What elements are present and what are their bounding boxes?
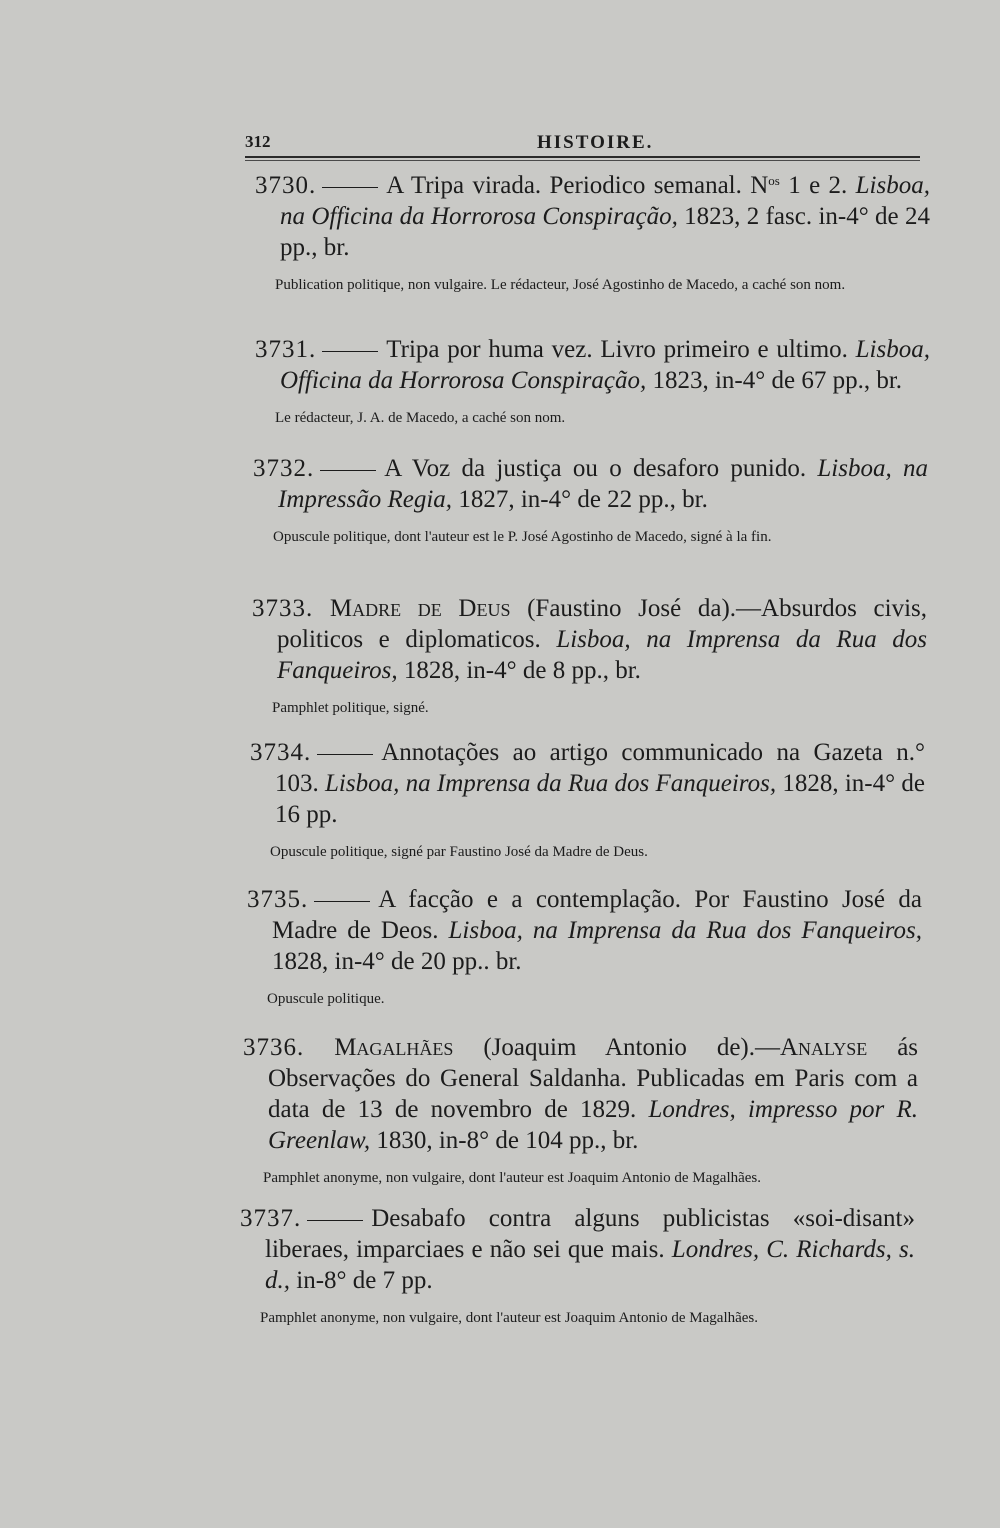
entry-details: in-8° de 7 pp.	[290, 1267, 433, 1294]
ditto-dash	[314, 901, 370, 902]
entry-title: Annotações ao artigo communicado na Gazeta n.° 103.	[275, 739, 925, 797]
running-title: HISTOIRE.	[537, 132, 654, 153]
entry-author-rest: (Joaquim Antonio de).—	[453, 1034, 780, 1061]
entry-place: Lisboa, na Impressão Regia,	[278, 455, 928, 513]
entry-3735	[247, 884, 922, 1009]
entry-author-rest: (Faustino José da).—	[510, 595, 762, 622]
entry-number: 3736.	[243, 1034, 305, 1061]
entry-details: 1828, in-4° de 8 pp., br.	[397, 657, 641, 684]
ditto-dash	[307, 1220, 363, 1221]
entry-3736	[243, 1032, 918, 1188]
entry-author: Magalhães	[334, 1034, 454, 1061]
entry-title-smallcaps: Analyse	[780, 1034, 868, 1061]
entry-text	[255, 170, 930, 263]
entry-number: 3737.	[240, 1205, 302, 1232]
entry-title: A facção e a contemplação. Por Faustino José da Madre de Deos.	[272, 886, 922, 944]
entry-3731	[255, 334, 930, 428]
entry-note: Pamphlet anonyme, non vulgaire, dont l'auteur est Joaquim Antonio de Magalhães.	[263, 1170, 762, 1186]
page-header	[245, 128, 920, 156]
entry-place: Lisboa, na Officina da Horrorosa Conspiração,	[280, 172, 930, 230]
entry-number: 3733.	[252, 595, 314, 622]
entry-3734	[250, 737, 925, 862]
entry-place: Lisboa, Officina da Horrorosa Conspiração,	[280, 336, 930, 394]
entry-place: Londres, impresso por R. Greenlaw,	[268, 1096, 919, 1154]
entry-details: 1823, in-4° de 67 pp., br.	[646, 367, 903, 394]
entry-number: 3732.	[253, 455, 315, 482]
entry-title: A Voz da justiça ou o desaforo punido.	[384, 455, 818, 482]
entry-details: 1828, in-4° de 20 pp.. br.	[272, 948, 522, 975]
ditto-dash	[320, 470, 376, 471]
entry-place: Londres, C. Richards, s. d.,	[265, 1236, 916, 1294]
entry-text	[240, 1203, 915, 1296]
entry-number: 3735.	[247, 886, 309, 913]
entry-note: Opuscule politique, signé par Faustino José da Madre de Deus.	[270, 844, 648, 860]
page-number: 312	[245, 132, 271, 151]
entry-title: A Tripa virada. Periodico semanal. N	[386, 172, 769, 199]
entry-number: 3730.	[255, 172, 317, 199]
entry-details: 1828, in-4° de 16 pp.	[275, 770, 925, 828]
entry-text	[253, 453, 928, 515]
entry-details: 1830, in-8° de 104 pp., br.	[370, 1127, 639, 1154]
entry-text	[250, 737, 925, 830]
entry-title: ás Observações do General Saldanha. Publicadas em Paris com a data de 13 de novembro de 1829.	[268, 1034, 919, 1123]
entry-note: Opuscule politique, dont l'auteur est le P. José Agostinho de Macedo, signé à la fin.	[273, 529, 772, 545]
entry-title: Desabafo contra alguns publicistas «soi-disant» liberaes, imparciaes e não sei que mais.	[265, 1205, 915, 1263]
entry-number: 3734.	[250, 739, 312, 766]
entry-place: Lisboa, na Imprensa da Rua dos Fanqueiros,	[448, 917, 922, 944]
entry-details: 1827, in-4° de 22 pp., br.	[452, 486, 708, 513]
entry-details: 1823, 2 fasc. in-4° de 24 pp., br.	[280, 203, 930, 261]
entry-note: Publication politique, non vulgaire. Le rédacteur, José Agostinho de Macedo, a caché son nom.	[275, 277, 846, 293]
ditto-dash	[322, 351, 378, 352]
header-rule	[245, 156, 920, 158]
entry-number: 3731.	[255, 336, 317, 363]
entry-3733	[252, 593, 927, 718]
entry-3732	[253, 453, 928, 547]
ditto-dash	[317, 754, 373, 755]
entry-title-cont: 1 e 2.	[779, 172, 856, 199]
entry-3737	[240, 1203, 915, 1328]
entry-3730	[255, 170, 930, 295]
entry-note: Pamphlet anonyme, non vulgaire, dont l'auteur est Joaquim Antonio de Magalhães.	[260, 1310, 759, 1326]
entry-place: Lisboa, na Imprensa da Rua dos Fanqueiros,	[325, 770, 777, 797]
entry-title: Tripa por huma vez. Livro primeiro e ultimo.	[386, 336, 856, 363]
entry-author: Madre de Deus	[329, 595, 511, 622]
entry-title: Absurdos civis, politicos e diplomaticos.	[277, 595, 927, 653]
entry-text	[247, 884, 922, 977]
entry-text	[252, 593, 927, 686]
entry-text	[243, 1032, 918, 1156]
entry-superscript: os	[768, 173, 780, 188]
entry-text	[255, 334, 930, 396]
entry-place: Lisboa, na Imprensa da Rua dos Fanqueiros,	[277, 626, 927, 684]
entry-note: Le rédacteur, J. A. de Macedo, a caché son nom.	[275, 410, 566, 426]
entry-note: Opuscule politique.	[267, 991, 385, 1007]
ditto-dash	[322, 187, 378, 188]
entry-note: Pamphlet politique, signé.	[272, 700, 429, 716]
header-rule-thin	[245, 160, 920, 161]
